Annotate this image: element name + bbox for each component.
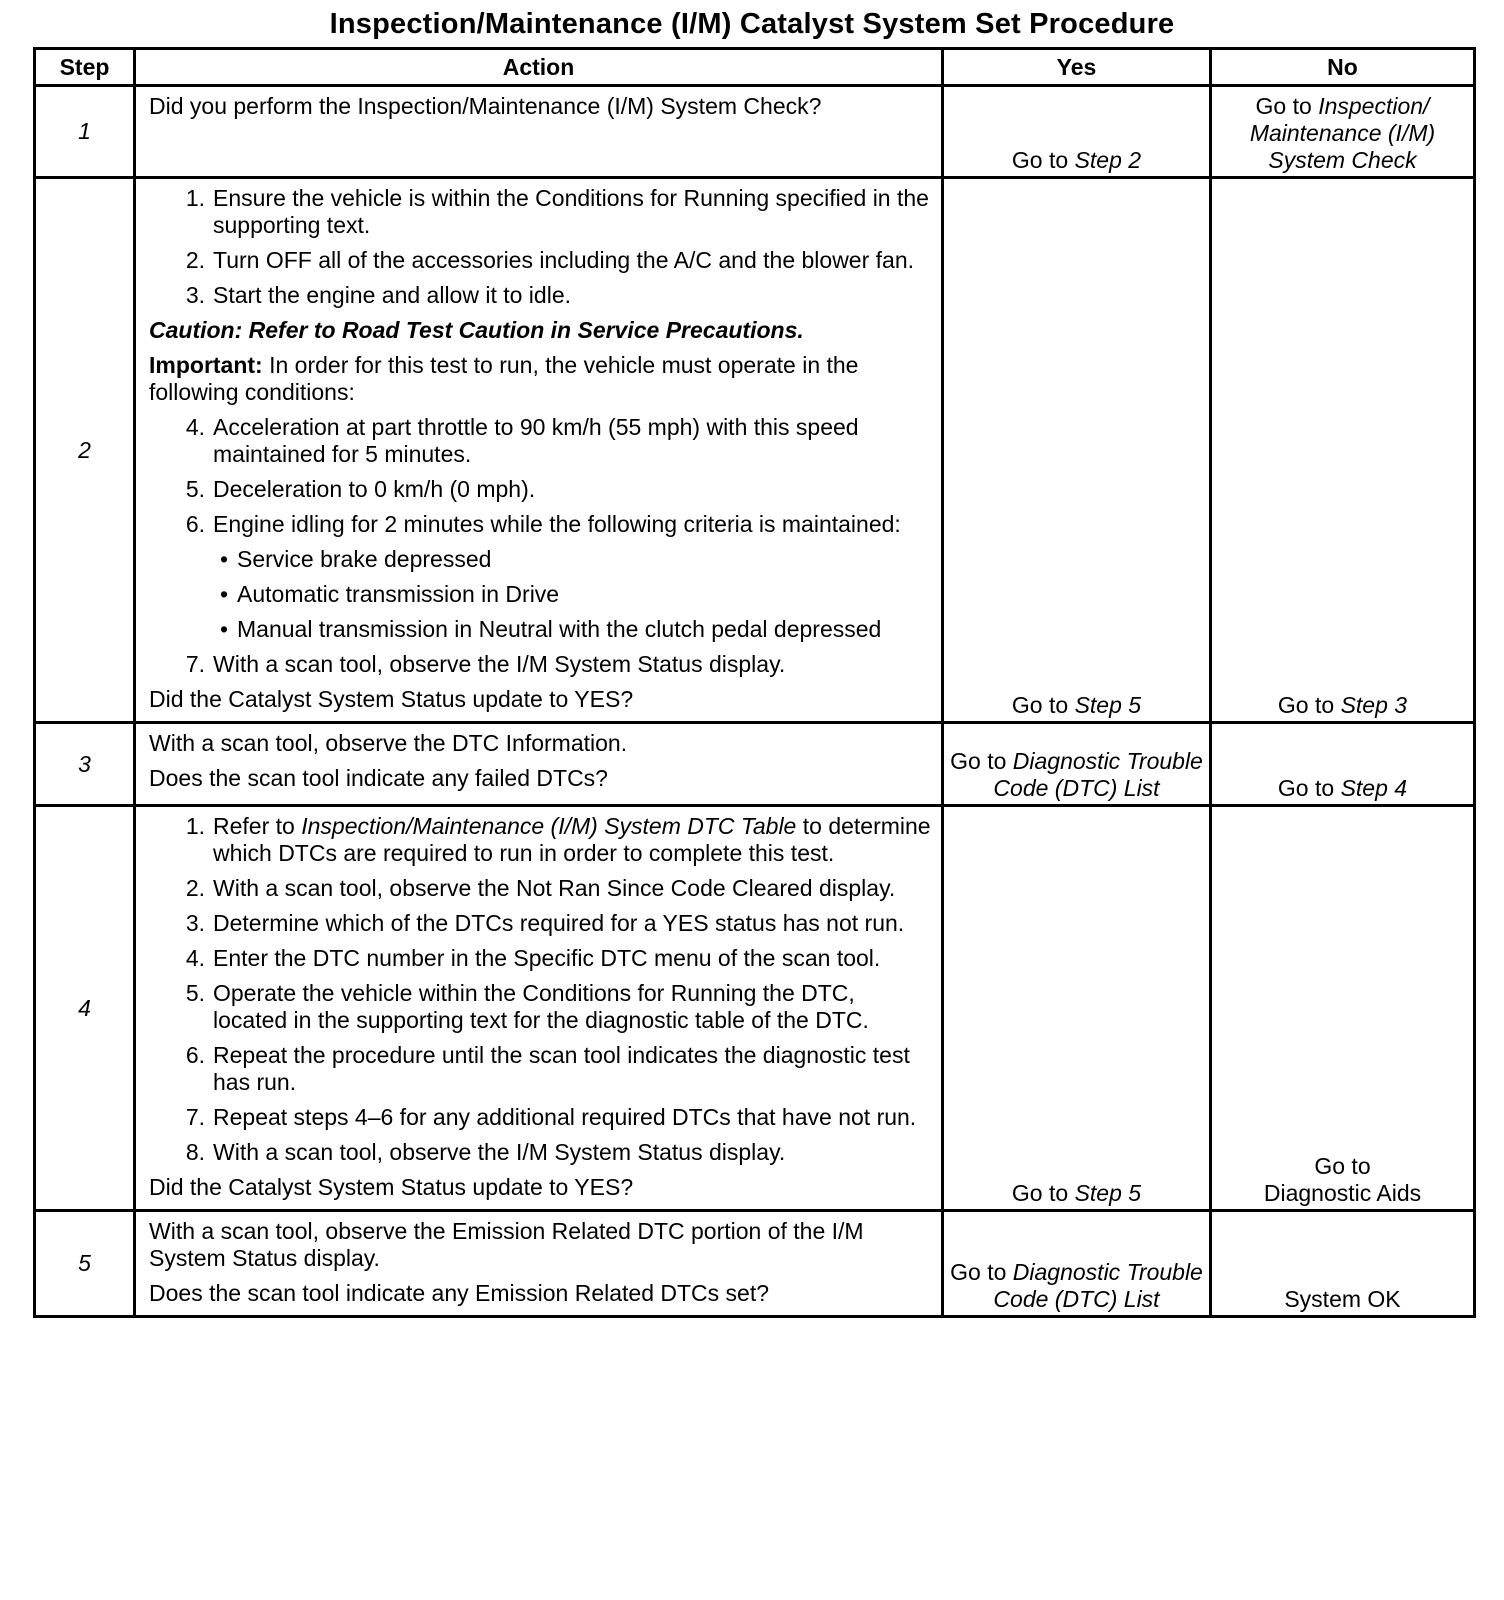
bullet-text: Automatic transmission in Drive xyxy=(237,581,560,607)
important-label: Important: xyxy=(149,352,263,378)
step-number: 2 xyxy=(35,178,135,723)
item-text: Turn OFF all of the accessories including the A/C and the blower fan. xyxy=(213,247,915,273)
yes-cell xyxy=(943,806,1211,1211)
item-text: Acceleration at part throttle to 90 km/h (55 mph) with this speed maintained for 5 minutes. xyxy=(213,414,859,467)
item-number: 2. xyxy=(185,247,205,273)
list-item xyxy=(149,875,931,902)
yes-link: Step 5 xyxy=(1074,692,1142,718)
item-number: 4. xyxy=(185,414,205,440)
list-item xyxy=(149,1104,931,1131)
important-note xyxy=(149,352,931,406)
action-question: Did the Catalyst System Status update to YES? xyxy=(149,1174,634,1200)
no-line-2: Diagnostic Aids xyxy=(1263,1180,1422,1206)
action-question: Did you perform the Inspection/Maintenance (I/M) System Check? xyxy=(149,93,822,119)
item-number: 7. xyxy=(185,651,205,677)
no-prefix: Go to xyxy=(1277,692,1341,718)
important-text: In order for this test to run, the vehicle must operate in the following conditions: xyxy=(149,352,859,405)
item-text: With a scan tool, observe the I/M System Status display. xyxy=(213,651,786,677)
bullet-text: Service brake depressed xyxy=(237,546,492,572)
bullet-icon: • xyxy=(219,546,229,572)
no-prefix: Go to xyxy=(1255,93,1319,119)
item-number: 1. xyxy=(185,185,205,211)
list-item xyxy=(149,651,931,678)
action-question: Did the Catalyst System Status update to YES? xyxy=(149,686,634,712)
item-number: 5. xyxy=(185,980,205,1006)
yes-cell xyxy=(943,723,1211,806)
dtc-table-link: Inspection/Maintenance (I/M) System DTC Table xyxy=(301,813,797,839)
item-text: Engine idling for 2 minutes while the following criteria is maintained: xyxy=(213,511,901,537)
table-header-row xyxy=(35,49,1475,86)
no-link: Step 3 xyxy=(1340,692,1408,718)
item-text: Repeat the procedure until the scan tool indicates the diagnostic test has run. xyxy=(213,1042,910,1095)
list-item xyxy=(149,945,931,972)
step-number: 3 xyxy=(35,723,135,806)
item-text: Ensure the vehicle is within the Conditions for Running specified in the supporting text. xyxy=(213,185,929,238)
action-cell xyxy=(135,86,943,178)
action-instruction: With a scan tool, observe the Emission Related DTC portion of the I/M System Status display. xyxy=(149,1218,864,1271)
item-text: With a scan tool, observe the Not Ran Since Code Cleared display. xyxy=(213,875,896,901)
yes-link: Diagnostic Trouble Code (DTC) List xyxy=(993,1259,1203,1312)
bullet-item xyxy=(149,616,931,643)
bullet-icon: • xyxy=(219,581,229,607)
list-item xyxy=(149,813,931,867)
header-no: No xyxy=(1211,49,1475,86)
header-yes: Yes xyxy=(943,49,1211,86)
item-text: Deceleration to 0 km/h (0 mph). xyxy=(213,476,536,502)
item-number: 1. xyxy=(185,813,205,839)
list-item xyxy=(149,1139,931,1166)
item-text: Repeat steps 4–6 for any additional required DTCs that have not run. xyxy=(213,1104,917,1130)
no-link: Inspection/ Maintenance (I/M) System Check xyxy=(1249,93,1436,173)
action-cell xyxy=(135,806,943,1211)
no-cell xyxy=(1211,723,1475,806)
yes-prefix: Go to xyxy=(1011,147,1075,173)
yes-cell xyxy=(943,1211,1211,1317)
table-row xyxy=(35,723,1475,806)
item-text: Determine which of the DTCs required for a YES status has not run. xyxy=(213,910,905,936)
page-title: Inspection/Maintenance (I/M) Catalyst System Set Procedure xyxy=(329,8,1175,40)
step-number: 4 xyxy=(35,806,135,1211)
item-text: Operate the vehicle within the Conditions for Running the DTC, located in the supporting text for the diagnostic table of the DTC. xyxy=(213,980,869,1033)
no-cell xyxy=(1211,86,1475,178)
step-number: 5 xyxy=(35,1211,135,1317)
item-number: 3. xyxy=(185,910,205,936)
yes-prefix: Go to xyxy=(1011,1180,1075,1206)
no-cell xyxy=(1211,178,1475,723)
yes-cell xyxy=(943,86,1211,178)
table-row xyxy=(35,806,1475,1211)
list-item xyxy=(149,414,931,468)
procedure-table xyxy=(33,47,1476,1318)
table-row xyxy=(35,86,1475,178)
step-number: 1 xyxy=(35,86,135,178)
no-text: System OK xyxy=(1284,1286,1401,1312)
no-link: Step 4 xyxy=(1340,775,1408,801)
no-line-1: Go to xyxy=(1314,1153,1371,1179)
action-cell xyxy=(135,1211,943,1317)
item-text xyxy=(213,813,931,867)
item-number: 7. xyxy=(185,1104,205,1130)
caution-note: Caution: Refer to Road Test Caution in Service Precautions. xyxy=(149,317,804,343)
item-number: 4. xyxy=(185,945,205,971)
item-text-prefix: Refer to xyxy=(213,813,302,839)
yes-link: Diagnostic Trouble Code (DTC) List xyxy=(993,748,1203,801)
list-item xyxy=(149,247,931,274)
item-text: Enter the DTC number in the Specific DTC menu of the scan tool. xyxy=(213,945,881,971)
yes-prefix: Go to xyxy=(950,1259,1013,1285)
header-action: Action xyxy=(135,49,943,86)
table-row xyxy=(35,178,1475,723)
item-text-suffix: to determine which DTCs are required to run in order to complete this test. xyxy=(213,813,931,866)
item-number: 2. xyxy=(185,875,205,901)
list-item xyxy=(149,511,931,538)
no-prefix: Go to xyxy=(1277,775,1341,801)
bullet-text: Manual transmission in Neutral with the clutch pedal depressed xyxy=(237,616,882,642)
item-number: 5. xyxy=(185,476,205,502)
list-item xyxy=(149,1042,931,1096)
item-text: With a scan tool, observe the I/M System Status display. xyxy=(213,1139,786,1165)
item-number: 3. xyxy=(185,282,205,308)
table-row xyxy=(35,1211,1475,1317)
list-item xyxy=(149,910,931,937)
item-number: 8. xyxy=(185,1139,205,1165)
list-item xyxy=(149,980,931,1034)
yes-prefix: Go to xyxy=(1011,692,1075,718)
action-instruction: With a scan tool, observe the DTC Information. xyxy=(149,730,628,756)
bullet-item xyxy=(149,546,931,573)
yes-link: Step 2 xyxy=(1074,147,1142,173)
yes-link: Step 5 xyxy=(1074,1180,1142,1206)
bullet-item xyxy=(149,581,931,608)
action-cell xyxy=(135,723,943,806)
header-step: Step xyxy=(35,49,135,86)
action-question: Does the scan tool indicate any Emission Related DTCs set? xyxy=(149,1280,770,1306)
no-cell xyxy=(1211,1211,1475,1317)
list-item xyxy=(149,282,931,309)
yes-cell xyxy=(943,178,1211,723)
no-cell xyxy=(1211,806,1475,1211)
yes-prefix: Go to xyxy=(950,748,1013,774)
list-item xyxy=(149,476,931,503)
item-number: 6. xyxy=(185,1042,205,1068)
list-item xyxy=(149,185,931,239)
action-question: Does the scan tool indicate any failed DTCs? xyxy=(149,765,608,791)
item-text: Start the engine and allow it to idle. xyxy=(213,282,572,308)
item-number: 6. xyxy=(185,511,205,537)
bullet-icon: • xyxy=(219,616,229,642)
action-cell xyxy=(135,178,943,723)
